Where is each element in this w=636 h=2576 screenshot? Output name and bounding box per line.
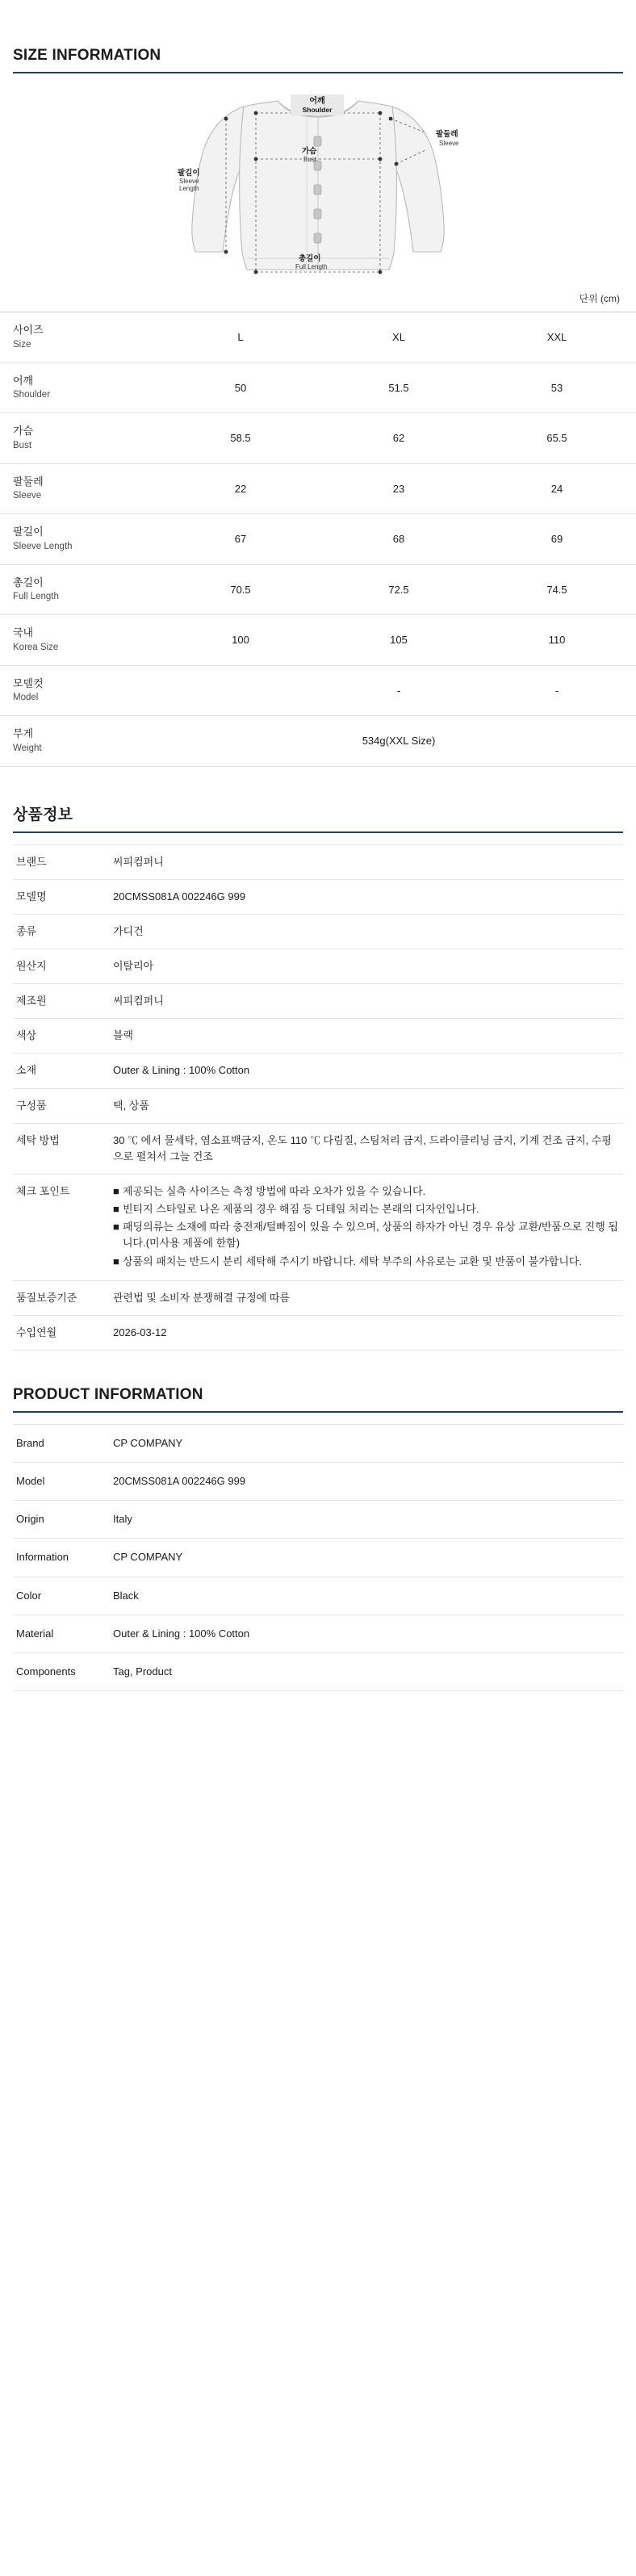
cell-value: 50 (161, 362, 320, 413)
info-value-check-point (103, 1175, 623, 1281)
table-row (13, 1501, 623, 1539)
info-value: 관련법 및 소비자 분쟁해결 규정에 따름 (103, 1280, 623, 1315)
garment-diagram (0, 73, 636, 288)
table-row (13, 1123, 623, 1174)
label-sleeve-length-en-1: Sleeve (179, 178, 199, 185)
cell-value: 58.5 (161, 413, 320, 464)
info-value: 2026-03-12 (103, 1315, 623, 1350)
info-key-wash: 세탁 방법 (13, 1123, 103, 1174)
table-row (13, 949, 623, 984)
cell-value: 65.5 (478, 413, 636, 464)
info-key-check-point: 체크 포인트 (13, 1175, 103, 1281)
cell-value: - (478, 665, 636, 716)
size-column-xl: XL (320, 312, 478, 363)
info-key: 품질보증기준 (13, 1280, 103, 1315)
pi-value-brand: CP COMPANY (103, 1425, 623, 1463)
row-label-en: Model (13, 693, 39, 703)
product-info-ko-heading: 상품정보 (13, 806, 73, 823)
pi-value-components: Tag, Product (103, 1652, 623, 1690)
label-bust-ko: 가슴 (302, 147, 317, 156)
pi-value-model: 20CMSS081A 002246G 999 (103, 1463, 623, 1501)
info-value: 이탈리아 (103, 949, 623, 984)
label-sleeve-length-en-2: Length (179, 185, 199, 192)
label-sleeve-length-ko: 팔길이 (178, 169, 200, 178)
row-label-ko: 무게 (13, 727, 34, 740)
info-value: 가디건 (103, 914, 623, 949)
table-row (13, 1425, 623, 1463)
info-key: 모델명 (13, 879, 103, 914)
top-spacer (0, 0, 636, 47)
info-key: 원산지 (13, 949, 103, 984)
info-key: 소재 (13, 1053, 103, 1088)
info-key: 제조원 (13, 984, 103, 1019)
cell-value (161, 665, 320, 716)
table-row-check-point (13, 1175, 623, 1281)
label-sleeve-ko: 팔둘레 (436, 130, 458, 139)
table-row (0, 564, 636, 615)
row-label-shoulder (0, 362, 161, 413)
pi-key-origin: Origin (13, 1501, 103, 1539)
table-row (0, 615, 636, 666)
row-label-ko: 가슴 (13, 425, 34, 438)
check-point-text: 상품의 패치는 반드시 분리 세탁해 주시기 바랍니다. 세탁 부주의 사유로는 교환 및 반품이 불가합니다. (123, 1254, 583, 1267)
pi-key-information: Information (13, 1539, 103, 1577)
row-label-en: Shoulder (13, 390, 51, 400)
info-key: 색상 (13, 1019, 103, 1053)
row-label-sleeve-length (0, 514, 161, 565)
size-table (0, 312, 636, 767)
check-point-text: 빈티지 스타일로 나온 제품의 경우 해짐 등 디테일 처리는 본래의 디자인입니다. (123, 1203, 479, 1216)
pi-key-material: Material (13, 1615, 103, 1652)
row-label-ko: 팔길이 (13, 526, 44, 538)
table-row (0, 514, 636, 565)
check-point-bullet (113, 1219, 620, 1251)
row-label-en: Sleeve Length (13, 541, 73, 551)
bullet-marker-icon: ■ (113, 1185, 119, 1198)
bullet-marker-icon: ■ (113, 1203, 119, 1216)
table-row (13, 1615, 623, 1652)
pi-value-information: CP COMPANY (103, 1539, 623, 1577)
row-label-ko: 국내 (13, 626, 34, 639)
table-row (13, 1019, 623, 1053)
heading-gap (0, 833, 636, 844)
section-gap (0, 1351, 636, 1386)
cell-value: 74.5 (478, 564, 636, 615)
unit-note: 단위 (cm) (579, 293, 620, 304)
label-full-length-ko: 총길이 (299, 254, 321, 263)
info-value: 씨피컴퍼니 (103, 984, 623, 1019)
check-point-text: 제공되는 실측 사이즈는 측정 방법에 따라 오차가 있을 수 있습니다. (123, 1185, 426, 1198)
table-row (0, 413, 636, 464)
table-row (13, 1577, 623, 1615)
pi-key-components: Components (13, 1652, 103, 1690)
table-row (13, 1088, 623, 1123)
size-header-label (0, 312, 161, 363)
check-point-text: 패딩의류는 소재에 따라 충전재/털빠짐이 있을 수 있으며, 상품의 하자가 아닌 경우 유상 교환/반품으로 진행 됩니다.(미사용 제품에 한함) (123, 1221, 618, 1250)
row-label-ko: 어깨 (13, 374, 34, 387)
product-information-heading: PRODUCT INFORMATION (13, 1386, 203, 1404)
cell-value: 23 (320, 463, 478, 514)
cell-value: 24 (478, 463, 636, 514)
product-info-ko-table (13, 844, 623, 1351)
table-row (13, 1539, 623, 1577)
info-key: 종류 (13, 914, 103, 949)
check-point-bullet (113, 1201, 620, 1217)
size-column-l: L (161, 312, 320, 363)
label-shoulder-ko: 어깨 (309, 97, 325, 106)
table-row (0, 665, 636, 716)
cell-value: 67 (161, 514, 320, 565)
table-row (13, 844, 623, 879)
label-shoulder-en: Shoulder (302, 106, 333, 114)
cell-value: 72.5 (320, 564, 478, 615)
row-label-sleeve (0, 463, 161, 514)
info-value: 블랙 (103, 1019, 623, 1053)
row-label-ko: 총길이 (13, 576, 44, 589)
info-key: 구성품 (13, 1088, 103, 1123)
cell-value: 22 (161, 463, 320, 514)
cell-value: 68 (320, 514, 478, 565)
cell-value: 105 (320, 615, 478, 666)
table-row (0, 362, 636, 413)
pi-key-model: Model (13, 1463, 103, 1501)
row-label-en: Bust (13, 440, 32, 450)
row-label-en: Sleeve (13, 491, 42, 501)
pi-key-color: Color (13, 1577, 103, 1615)
size-column-xxl: XXL (478, 312, 636, 363)
pi-value-material: Outer & Lining : 100% Cotton (103, 1615, 623, 1652)
table-row (13, 1652, 623, 1690)
row-label-korea-size (0, 615, 161, 666)
table-row (13, 1315, 623, 1350)
info-key: 수입연월 (13, 1315, 103, 1350)
info-value: 택, 상품 (103, 1088, 623, 1123)
table-row (13, 879, 623, 914)
table-row (13, 1053, 623, 1088)
bullet-marker-icon: ■ (113, 1221, 119, 1234)
row-label-ko: 팔둘레 (13, 475, 44, 488)
row-label-weight (0, 716, 161, 767)
cell-value: 100 (161, 615, 320, 666)
table-row (13, 1280, 623, 1315)
info-value: 씨피컴퍼니 (103, 844, 623, 879)
cell-value: 110 (478, 615, 636, 666)
cell-value: 69 (478, 514, 636, 565)
cell-value: 51.5 (320, 362, 478, 413)
size-information-heading: SIZE INFORMATION (13, 47, 161, 64)
cell-weight-value: 534g(XXL Size) (161, 716, 636, 767)
pi-value-color: Black (103, 1577, 623, 1615)
cell-value: 53 (478, 362, 636, 413)
info-value: Outer & Lining : 100% Cotton (103, 1053, 623, 1088)
size-header-label-en: Size (13, 339, 31, 350)
check-point-bullet (113, 1183, 620, 1200)
table-row (0, 463, 636, 514)
row-label-en: Korea Size (13, 642, 59, 652)
info-value: 20CMSS081A 002246G 999 (103, 879, 623, 914)
row-label-en: Weight (13, 743, 42, 753)
cell-value: - (320, 665, 478, 716)
table-row (13, 914, 623, 949)
info-value-wash: 30 ℃ 에서 물세탁, 염소표백금지, 온도 110 ℃ 다림질, 스팀처리 금지, 드라이클리닝 금지, 기계 건조 금지, 수평으로 펼쳐서 그늘 건조 (103, 1123, 623, 1174)
info-key: 브랜드 (13, 844, 103, 879)
size-header-label-ko: 사이즈 (13, 324, 44, 336)
row-label-en: Full Length (13, 592, 59, 602)
table-row-header (0, 312, 636, 363)
product-information-table (13, 1424, 623, 1691)
heading-gap (0, 1413, 636, 1424)
label-bust-en: Bust (303, 156, 317, 163)
row-label-ko: 모델컷 (13, 676, 44, 689)
row-label-bust (0, 413, 161, 464)
table-row (13, 1463, 623, 1501)
pi-key-brand: Brand (13, 1425, 103, 1463)
cell-value: 62 (320, 413, 478, 464)
row-label-full-length (0, 564, 161, 615)
cell-value: 70.5 (161, 564, 320, 615)
cardigan-schematic-svg (149, 86, 487, 288)
label-sleeve-en: Sleeve (439, 140, 459, 147)
pi-value-origin: Italy (103, 1501, 623, 1539)
label-full-length-en: Full Length (295, 263, 328, 270)
row-label-model (0, 665, 161, 716)
table-row (13, 984, 623, 1019)
bullet-marker-icon: ■ (113, 1254, 119, 1267)
section-gap (0, 767, 636, 802)
table-row-weight (0, 716, 636, 767)
check-point-bullet (113, 1254, 620, 1270)
